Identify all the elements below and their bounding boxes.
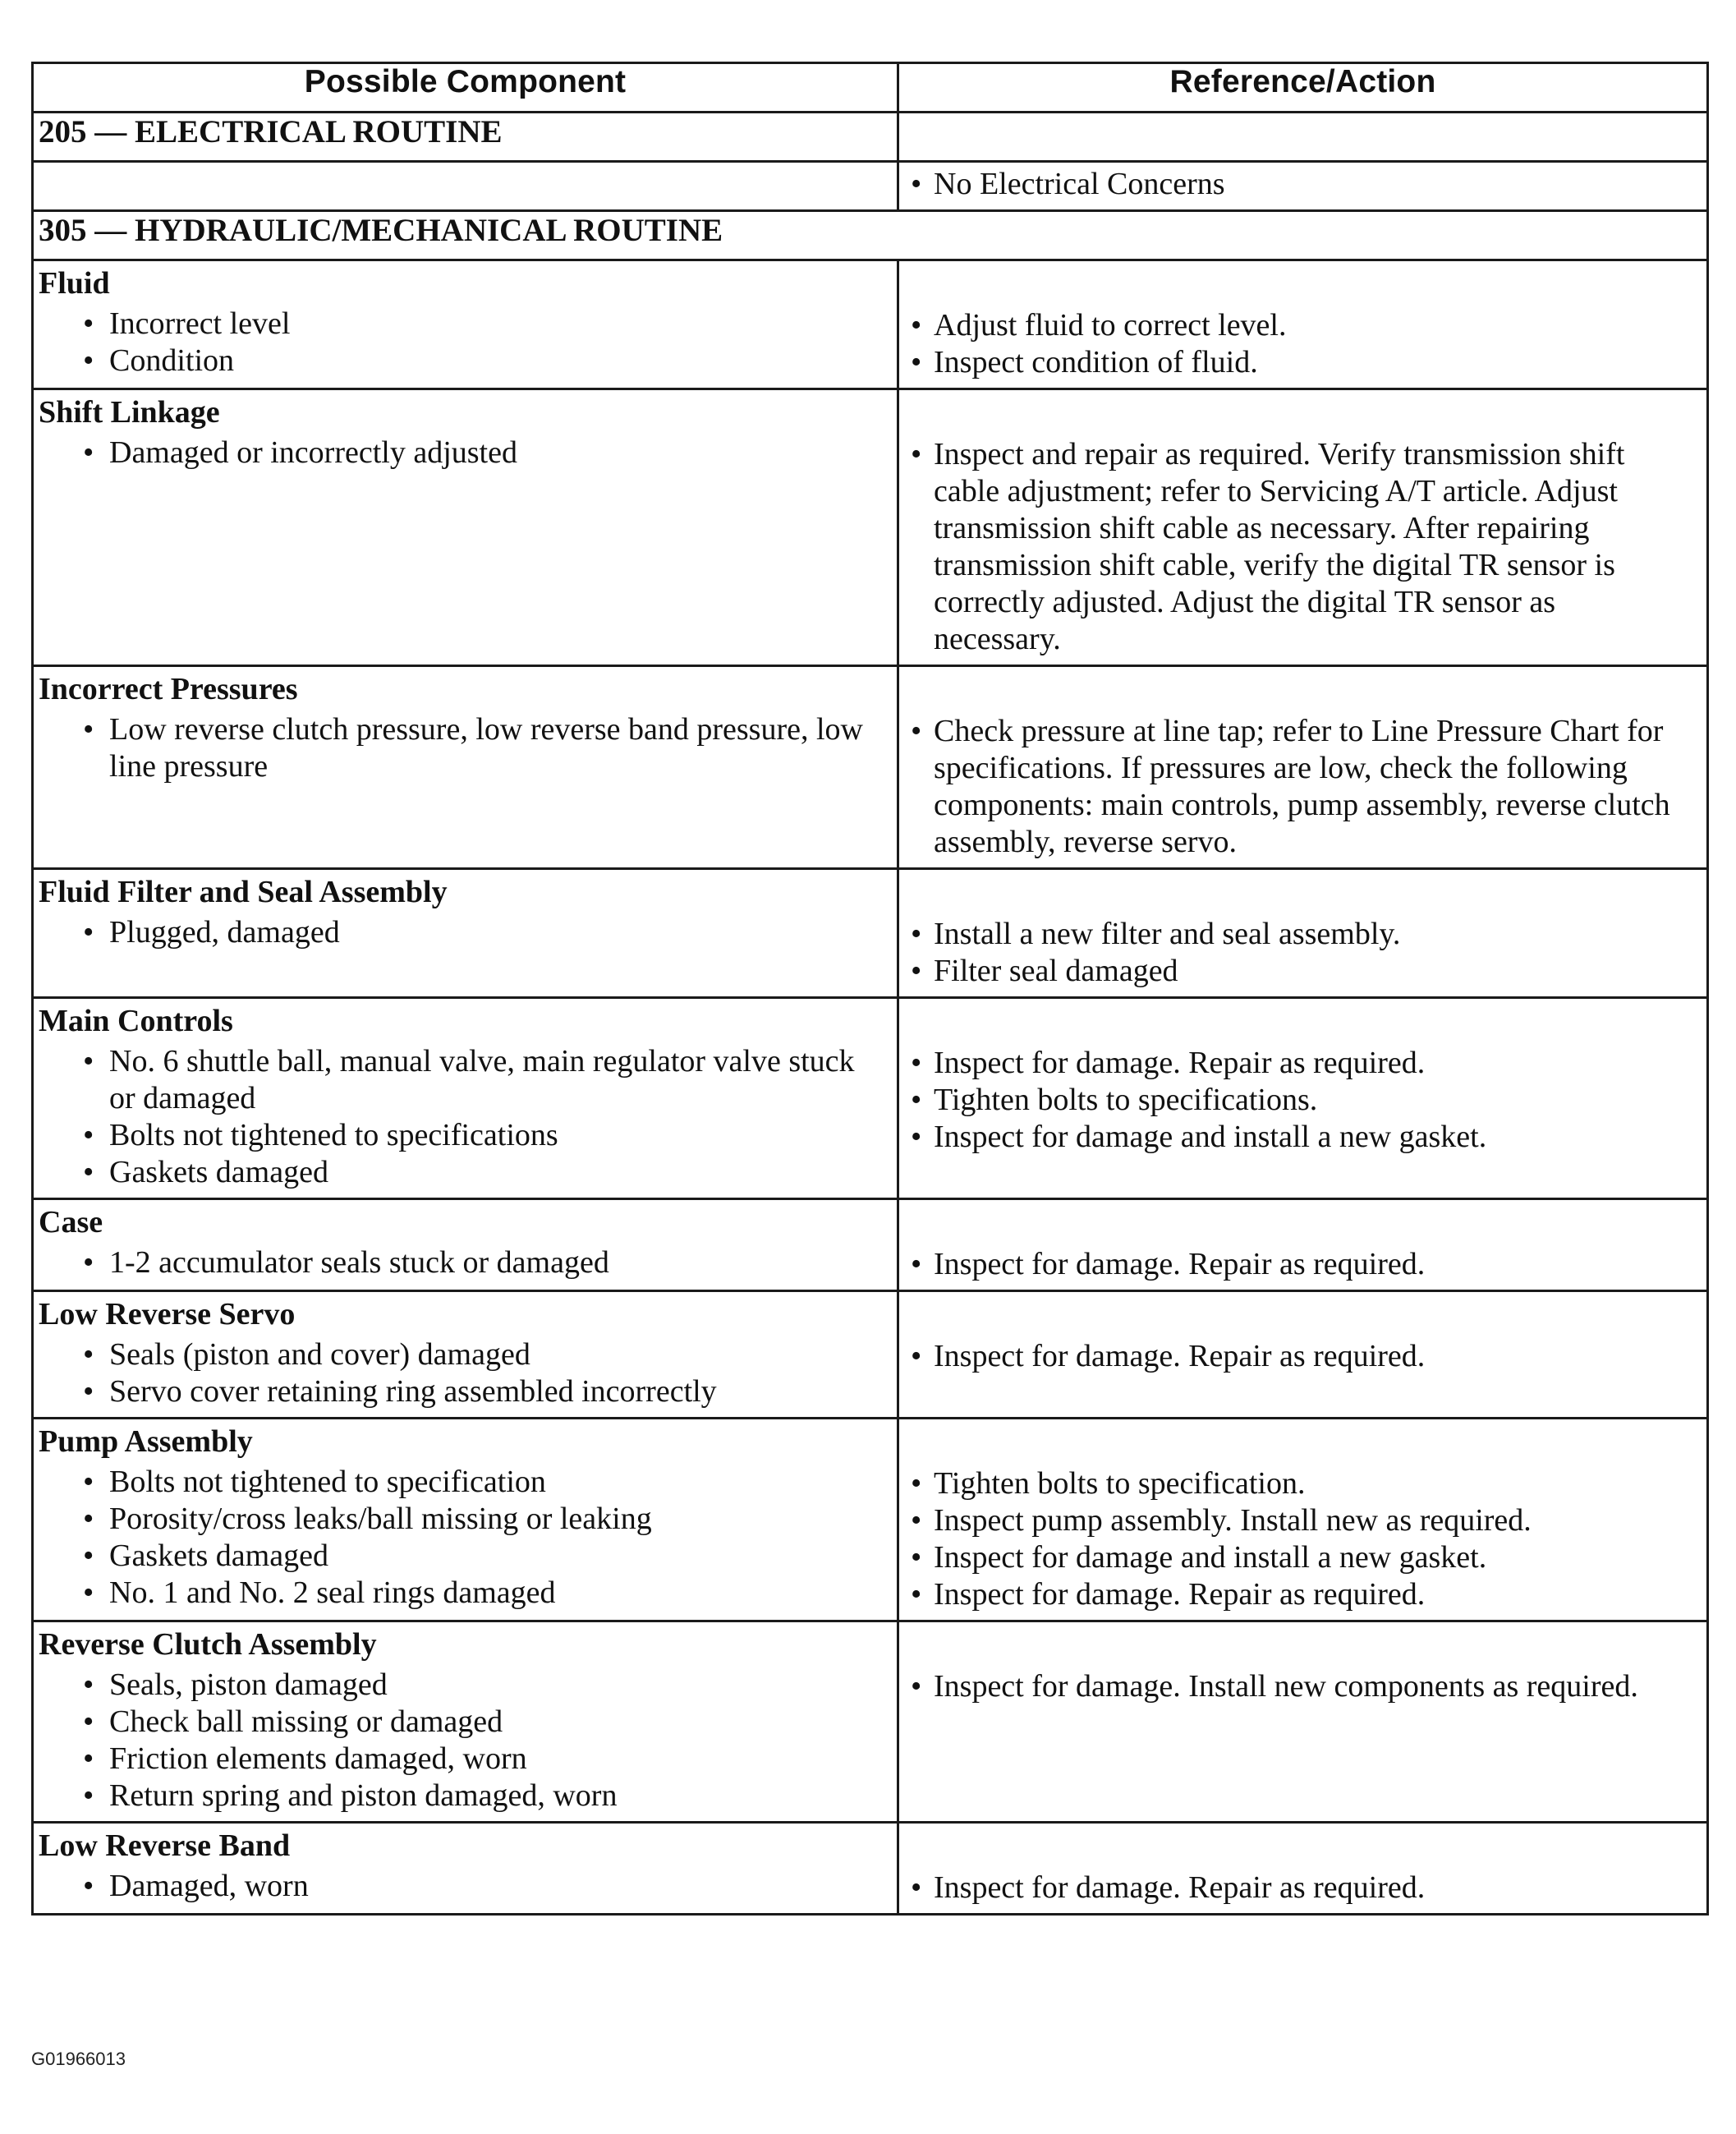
sections-body — [33, 260, 1708, 1915]
electrical-component-empty-cell — [33, 162, 898, 211]
electrical-routine-title: 205 — ELECTRICAL ROUTINE — [39, 114, 503, 149]
component-item: • Gaskets damaged — [34, 1154, 890, 1191]
section-row-reverse-clutch-assembly — [33, 1621, 1708, 1823]
hydraulic-routine-row — [33, 211, 1708, 260]
action-item: • Inspect for damage. Repair as required. — [899, 1576, 1693, 1613]
figure-code: G01966013 — [31, 2049, 126, 2069]
section-row-low-reverse-band — [33, 1823, 1708, 1915]
action-item: • Inspect for damage. Repair as required. — [899, 1870, 1693, 1906]
component-cell — [33, 1199, 898, 1291]
component-item: • Servo cover retaining ring assembled incorrectly — [34, 1373, 890, 1410]
action-item: • Inspect and repair as required. Verify transmission shift cable adjustment; refer to Servicing A/T article. Adjust transmission shift cable as necessary. After repairing transmission shift cable, verify the digital TR sensor is correctly adjusted. Adjust the digital TR sensor as necessary. — [899, 436, 1693, 658]
component-cell — [33, 1291, 898, 1419]
section-row-incorrect-pressures — [33, 666, 1708, 869]
action-list — [899, 1200, 1706, 1290]
section-row-fluid — [33, 260, 1708, 389]
component-list — [34, 435, 897, 478]
action-item: • Inspect for damage. Repair as required. — [899, 1045, 1693, 1082]
component-list — [34, 711, 897, 792]
section-row-low-reverse-servo — [33, 1291, 1708, 1419]
component-item: • Seals (piston and cover) damaged — [34, 1336, 890, 1373]
component-item: • Bolts not tightened to specifications — [34, 1117, 890, 1154]
section-title: Low Reverse Band — [39, 1828, 291, 1863]
component-item: • Damaged, worn — [34, 1868, 890, 1905]
action-item: • Inspect condition of fluid. — [899, 344, 1693, 381]
section-row-fluid-filter-and-seal-assembly — [33, 869, 1708, 998]
component-item: • No. 1 and No. 2 seal rings damaged — [34, 1575, 890, 1612]
component-list — [34, 1043, 897, 1198]
action-cell — [898, 869, 1708, 998]
column-header-action: Reference/Action — [898, 63, 1708, 113]
component-list — [34, 1667, 897, 1821]
action-item: • Adjust fluid to correct level. — [899, 307, 1693, 344]
component-item: • No. 6 shuttle ball, manual valve, main regulator valve stuck or damaged — [34, 1043, 890, 1117]
component-list — [34, 1464, 897, 1618]
component-list — [34, 1868, 897, 1911]
section-title: Low Reverse Servo — [39, 1297, 296, 1331]
section-title: Fluid Filter and Seal Assembly — [39, 875, 448, 909]
electrical-routine-cell — [33, 113, 898, 162]
component-cell — [33, 869, 898, 998]
action-cell — [898, 1823, 1708, 1915]
column-header-component: Possible Component — [33, 63, 898, 113]
component-item: • Condition — [34, 343, 890, 379]
component-item: • Porosity/cross leaks/ball missing or leaking — [34, 1501, 890, 1538]
action-item: • Inspect pump assembly. Install new as required. — [899, 1502, 1693, 1539]
action-item: • Inspect for damage. Repair as required. — [899, 1338, 1693, 1375]
action-item: • Inspect for damage and install a new gasket. — [899, 1539, 1693, 1576]
component-cell — [33, 1419, 898, 1621]
component-list — [34, 914, 897, 958]
action-list — [899, 1419, 1706, 1620]
component-cell — [33, 1621, 898, 1823]
electrical-action-row — [33, 162, 1708, 211]
action-cell — [898, 1199, 1708, 1291]
action-cell — [898, 666, 1708, 869]
action-item: • Inspect for damage. Repair as required. — [899, 1246, 1693, 1283]
component-cell — [33, 260, 898, 389]
section-title: Main Controls — [39, 1004, 233, 1038]
component-list — [34, 306, 897, 386]
action-list — [899, 390, 1706, 665]
action-cell — [898, 1419, 1708, 1621]
action-list — [899, 261, 1706, 388]
action-list — [899, 667, 1706, 867]
section-title: Reverse Clutch Assembly — [39, 1627, 377, 1662]
section-title: Case — [39, 1205, 103, 1239]
action-list — [899, 1622, 1706, 1712]
action-list — [899, 870, 1706, 996]
section-title: Incorrect Pressures — [39, 672, 298, 706]
action-cell — [898, 1621, 1708, 1823]
component-item: • Seals, piston damaged — [34, 1667, 890, 1704]
component-item: • 1-2 accumulator seals stuck or damaged — [34, 1244, 890, 1281]
table-header-row — [33, 63, 1708, 113]
action-item: • Filter seal damaged — [899, 953, 1693, 990]
component-item: • Low reverse clutch pressure, low reverse band pressure, low line pressure — [34, 711, 890, 785]
action-item: • Tighten bolts to specifications. — [899, 1082, 1693, 1119]
action-item: • Tighten bolts to specification. — [899, 1465, 1693, 1502]
action-item: • Install a new filter and seal assembly. — [899, 916, 1693, 953]
action-cell — [898, 1291, 1708, 1419]
section-row-pump-assembly — [33, 1419, 1708, 1621]
component-item: • Return spring and piston damaged, worn — [34, 1778, 890, 1814]
action-item: • Inspect for damage and install a new gasket. — [899, 1119, 1693, 1156]
electrical-action-item: • No Electrical Concerns — [899, 166, 1706, 203]
component-cell — [33, 389, 898, 666]
component-list — [34, 1244, 897, 1288]
action-list — [899, 999, 1706, 1162]
component-item: • Gaskets damaged — [34, 1538, 890, 1575]
hydraulic-routine-title: 305 — HYDRAULIC/MECHANICAL ROUTINE — [39, 213, 723, 248]
action-item: • Check pressure at line tap; refer to Line Pressure Chart for specifications. If pressures are low, check the following components: main controls, pump assembly, reverse clutch assembly, reverse servo. — [899, 713, 1693, 861]
component-list — [34, 1336, 897, 1417]
component-item: • Bolts not tightened to specification — [34, 1464, 890, 1501]
electrical-routine-empty-cell — [898, 113, 1708, 162]
component-cell — [33, 666, 898, 869]
action-list — [899, 1292, 1706, 1382]
section-title: Shift Linkage — [39, 395, 220, 430]
component-cell — [33, 998, 898, 1199]
action-cell — [898, 389, 1708, 666]
electrical-routine-row — [33, 113, 1708, 162]
action-item: • Inspect for damage. Install new components as required. — [899, 1668, 1693, 1705]
component-item: • Friction elements damaged, worn — [34, 1741, 890, 1778]
diagnosis-table — [31, 62, 1709, 1916]
component-cell — [33, 1823, 898, 1915]
section-row-shift-linkage — [33, 389, 1708, 666]
hydraulic-routine-cell — [33, 211, 1708, 260]
section-row-case — [33, 1199, 1708, 1291]
component-item: • Check ball missing or damaged — [34, 1704, 890, 1741]
component-item: • Damaged or incorrectly adjusted — [34, 435, 890, 471]
component-item: • Plugged, damaged — [34, 914, 890, 951]
action-list — [899, 1824, 1706, 1913]
section-row-main-controls — [33, 998, 1708, 1199]
action-cell — [898, 260, 1708, 389]
component-item: • Incorrect level — [34, 306, 890, 343]
electrical-action-cell — [898, 162, 1708, 211]
section-title: Pump Assembly — [39, 1424, 253, 1459]
action-cell — [898, 998, 1708, 1199]
section-title: Fluid — [39, 266, 110, 301]
